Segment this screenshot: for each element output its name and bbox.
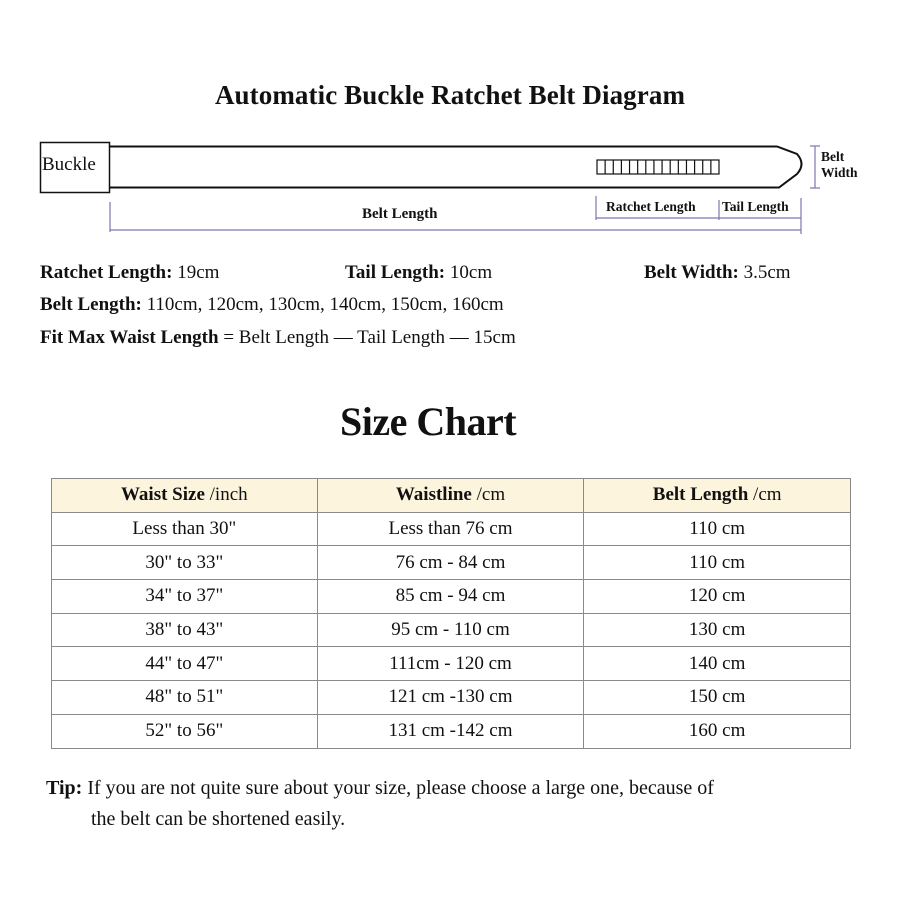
spec-ratchet-length (40, 262, 219, 284)
size-chart-table (51, 478, 851, 749)
belt-length-label: Belt Length (362, 206, 438, 222)
cell-waistline: Less than 76 cm (317, 512, 584, 546)
cell-waist-size: 34" to 37" (52, 580, 318, 614)
cell-waist-size: 52" to 56" (52, 714, 318, 748)
spec-belt-lengths (40, 294, 504, 316)
cell-belt-length: 140 cm (584, 647, 851, 681)
belt-diagram-graphic (0, 130, 900, 240)
tail-length-label: Tail Length (722, 199, 789, 214)
column-header-waist-size (52, 479, 318, 513)
cell-waistline: 95 cm - 110 cm (317, 613, 584, 647)
buckle-label: Buckle (42, 154, 96, 175)
spec-value: 10cm (445, 262, 493, 283)
column-header-belt-length (584, 479, 851, 513)
spec-label: Belt Length: (40, 294, 142, 315)
cell-belt-length: 130 cm (584, 613, 851, 647)
cell-waistline: 76 cm - 84 cm (317, 546, 584, 580)
spec-fit-formula (40, 327, 516, 349)
cell-waist-size: 48" to 51" (52, 681, 318, 715)
cell-waistline: 85 cm - 94 cm (317, 580, 584, 614)
cell-waist-size: 44" to 47" (52, 647, 318, 681)
column-header-waistline (317, 479, 584, 513)
table-row (52, 512, 851, 546)
cell-waistline: 121 cm -130 cm (317, 681, 584, 715)
table-row (52, 681, 851, 715)
table-header-row (52, 479, 851, 513)
spec-value: = Belt Length — Tail Length — 15cm (218, 327, 516, 348)
spec-label: Belt Width: (644, 262, 739, 283)
spec-label: Tail Length: (345, 262, 446, 283)
column-header-unit: /cm (748, 484, 782, 506)
cell-belt-length: 120 cm (584, 580, 851, 614)
spec-label: Fit Max Waist Length (40, 327, 219, 348)
diagram-title: Automatic Buckle Ratchet Belt Diagram (214, 80, 686, 110)
cell-waist-size: 30" to 33" (52, 546, 318, 580)
belt-width-label-line2: Width (821, 165, 858, 180)
tip-text-line1: If you are not quite sure about your size, please choose a large one, because of (82, 777, 714, 799)
cell-waistline: 111cm - 120 cm (317, 647, 584, 681)
column-header-text: Belt Length (652, 484, 749, 506)
spec-label: Ratchet Length: (40, 262, 173, 283)
cell-belt-length: 110 cm (584, 512, 851, 546)
table-row (52, 714, 851, 748)
column-header-text: Waistline (395, 484, 472, 506)
ratchet-notches (597, 160, 719, 174)
size-chart-title: Size Chart (339, 399, 517, 444)
cell-waist-size: 38" to 43" (52, 613, 318, 647)
spec-tail-length (345, 262, 492, 284)
cell-waist-size: Less than 30" (52, 512, 318, 546)
tip-label: Tip: (46, 777, 83, 799)
belt-diagram (0, 130, 900, 240)
table-row (52, 580, 851, 614)
cell-belt-length: 110 cm (584, 546, 851, 580)
belt-width-label-line1: Belt (821, 149, 845, 164)
belt-width-label (821, 149, 858, 181)
table-row (52, 546, 851, 580)
cell-waistline: 131 cm -142 cm (317, 714, 584, 748)
column-header-unit: /cm (471, 484, 506, 506)
column-header-unit: /inch (204, 484, 248, 506)
spec-belt-width (644, 262, 791, 284)
cell-belt-length: 160 cm (584, 714, 851, 748)
table-row (52, 613, 851, 647)
column-header-text: Waist Size (120, 484, 205, 506)
table-row (52, 647, 851, 681)
sizing-tip (46, 773, 856, 835)
belt-strap-shape (110, 147, 802, 188)
spec-value: 19cm (172, 262, 220, 283)
spec-value: 110cm, 120cm, 130cm, 140cm, 150cm, 160cm (141, 294, 504, 315)
spec-value: 3.5cm (738, 262, 791, 283)
tip-text-line2: the belt can be shortened easily. (91, 808, 346, 830)
cell-belt-length: 150 cm (584, 681, 851, 715)
dimension-lines (110, 146, 820, 234)
ratchet-length-label: Ratchet Length (606, 199, 696, 214)
